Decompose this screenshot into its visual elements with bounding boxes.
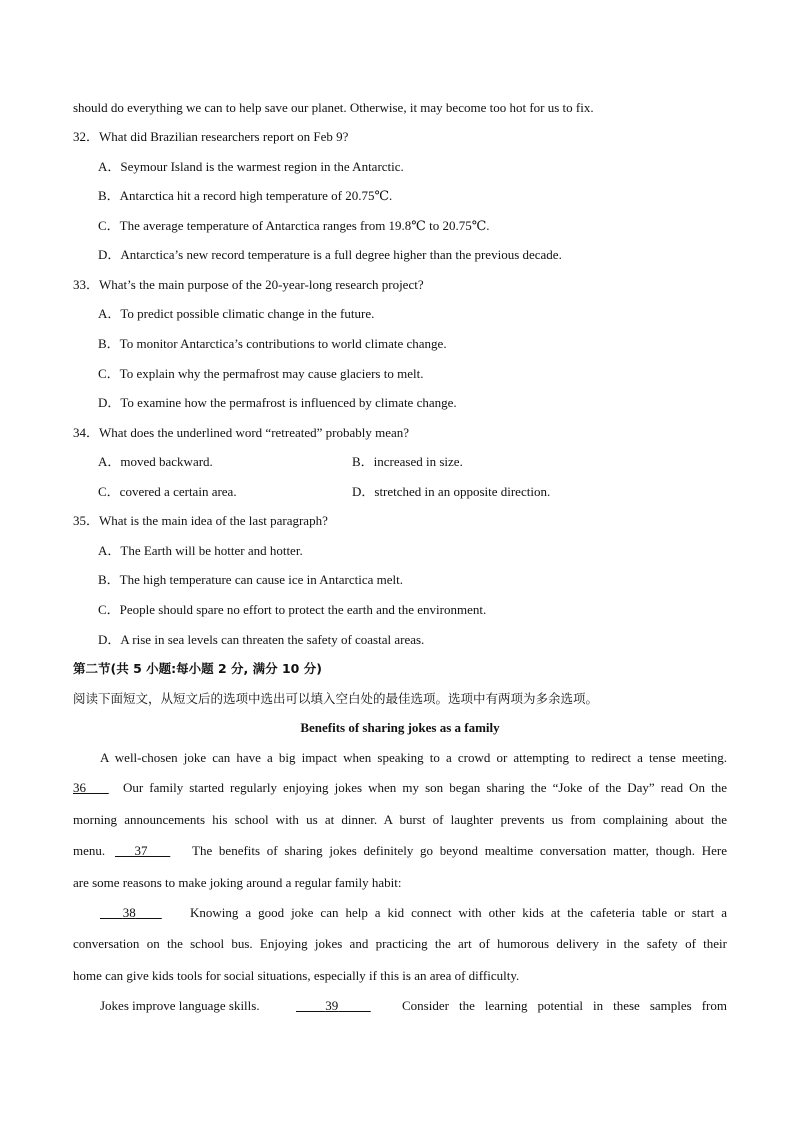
passage-line: are some reasons to make joking around a regular family habit: — [73, 875, 402, 890]
passage-line: home can give kids tools for social situations, especially if this is an area of difficulty. — [73, 968, 520, 983]
q34-option-a: A．moved backward. — [98, 454, 213, 469]
question-33: 33．What’s the main purpose of the 20-year-long research project? — [73, 277, 424, 292]
question-34: 34．What does the underlined word “retreated” probably mean? — [73, 425, 410, 440]
passage-line: conversation on the school bus. Enjoying jokes and practicing the art of humorous delivery in the safety of their — [73, 936, 727, 951]
q33-option-a: A．To predict possible climatic change in the future. — [98, 306, 375, 321]
q33-option-b: B．To monitor Antarctica’s contributions to world climate change. — [98, 336, 447, 351]
passage-title: Benefits of sharing jokes as a family — [300, 720, 500, 735]
q32-option-b: B．Antarctica hit a record high temperature of 20.75℃. — [98, 188, 393, 203]
passage-line: Knowing a good joke can help a kid connect with other kids at the cafeteria table or start a — [190, 905, 727, 920]
q34-option-c: C．covered a certain area. — [98, 484, 237, 499]
blank-36-number: 36 — [73, 780, 86, 795]
blank-36 — [73, 780, 109, 796]
q35-option-d: D．A rise in sea levels can threaten the safety of coastal areas. — [98, 632, 425, 647]
q32-option-c: C．The average temperature of Antarctica ranges from 19.8℃ to 20.75℃. — [98, 218, 490, 233]
blank-37-number: 37 — [134, 843, 148, 858]
passage-line: A well-chosen joke can have a big impact when speaking to a crowd or attempting to redirect a tense meeting. — [100, 750, 727, 765]
q35-option-c: C．People should spare no effort to protect the earth and the environment. — [98, 602, 487, 617]
blank-39-number: 39 — [325, 998, 339, 1013]
passage-line: morning announcements his school with us at dinner. A burst of laughter prevents us from complaining about the — [73, 812, 727, 827]
q34-option-b: B．increased in size. — [352, 454, 463, 469]
passage-word: menu. — [73, 843, 106, 858]
question-32: 32．What did Brazilian researchers report on Feb 9? — [73, 129, 349, 144]
q35-option-a: A．The Earth will be hotter and hotter. — [98, 543, 303, 558]
q33-option-c: C．To explain why the permafrost may cause glaciers to melt. — [98, 366, 424, 381]
section-heading: 第二节(共 5 小题:每小题 2 分, 满分 10 分) — [73, 661, 322, 676]
blank-38 — [100, 905, 162, 921]
q34-option-d: D．stretched in an opposite direction. — [352, 484, 551, 499]
blank-39 — [296, 998, 371, 1014]
q35-option-b: B．The high temperature can cause ice in Antarctica melt. — [98, 572, 404, 587]
passage-line: Our family started regularly enjoying jokes when my son began sharing the “Joke of the Day” read On the — [123, 780, 727, 795]
passage-line: Consider the learning potential in these samples from — [402, 998, 727, 1013]
passage-line: Jokes improve language skills. — [100, 998, 260, 1013]
q32-option-d: D．Antarctica’s new record temperature is a full degree higher than the previous decade. — [98, 247, 562, 262]
question-35: 35．What is the main idea of the last paragraph? — [73, 513, 328, 528]
passage-line: The benefits of sharing jokes definitely go beyond mealtime conversation matter, though. Here — [192, 843, 727, 858]
q33-option-d: D．To examine how the permafrost is influenced by climate change. — [98, 395, 457, 410]
blank-38-number: 38 — [122, 905, 136, 920]
q32-option-a: A．Seymour Island is the warmest region in the Antarctic. — [98, 159, 404, 174]
passage-end-line: should do everything we can to help save our planet. Otherwise, it may become too hot for us to fix. — [73, 100, 594, 115]
section-instruction: 阅读下面短文，从短文后的选项中选出可以填入空白处的最佳选项。选项中有两项为多余选项。 — [73, 691, 599, 706]
blank-37 — [115, 843, 170, 859]
